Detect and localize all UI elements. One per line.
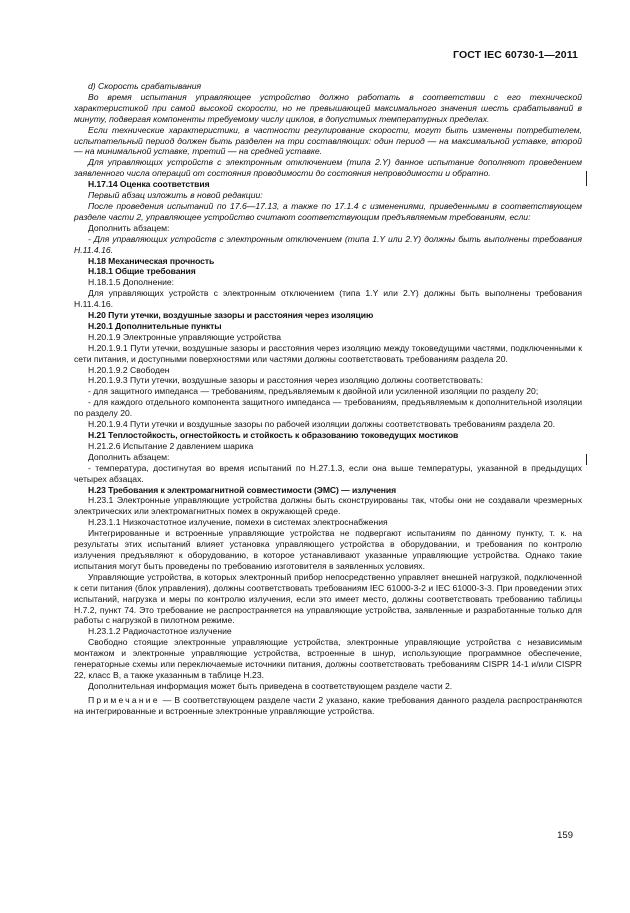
paragraph: Н.23.1.2 Радиочастотное излучение xyxy=(88,626,232,637)
section-heading: Н.23 Требования к электромагнитной совместимости (ЭМС) — излучения xyxy=(88,484,397,495)
section-heading: Н.18.1 Общие требования xyxy=(88,266,196,277)
paragraph: Дополнительная информация может быть приведена в соответствующем разделе части 2. xyxy=(88,680,453,691)
paragraph: После проведения испытаний по 17.6—17.13, а также по 17.1.4 с изменениями, приведенными в соответствующем разделе части 2, управляющее устройство считают соответствующим предъявляемым требованиям, если: xyxy=(74,200,582,222)
paragraph: Н.21.2.6 Испытание 2 давлением шарика xyxy=(88,440,254,451)
section-heading: Н.17.14 Оценка соответствия xyxy=(88,179,210,190)
paragraph: - Для управляющих устройств с электронным отключением (типа 1.Y или 2.Y) должны быть выполнены требования Н.11.4.16. xyxy=(74,233,582,255)
paragraph: Свободно стоящие электронные управляющие устройства, электронные управляющие устройства с независимым монтажом и электронные управляющие устройства, встроенные в шнур, использующие программное обеспечение, генераторные схемы или переключаемые источники питания, должны соответствовать требованиям CISPR 14-1 и/или CISPR 22, класс В, а также указанным в таблице Н.23. xyxy=(74,637,582,680)
paragraph: Первый абзац изложить в новой редакции: xyxy=(88,190,263,201)
paragraph: Управляющие устройства, в которых электронный прибор непосредственно управляет внешней нагрузкой, подключенной к сети питания (блок управления), должны соответствовать требованиям IEC 61000-3-2 и IEC 61000-3-3. При проведении этих испытаний, нагрузка и меры по контролю излучения, если это имеет место, должны соответствовать требованию таблицы Н.7.2, пункт 74. Это требование не распространяется на управляющие устройства, заявленные и разработанные только для работы с нагрузкой в пилотном режиме. xyxy=(74,571,582,626)
section-heading: Н.20.1 Дополнительные пункты xyxy=(88,320,222,331)
paragraph: Дополнить абзацем: xyxy=(88,222,170,233)
paragraph: Н.20.1.9.4 Пути утечки и воздушные зазоры по рабочей изоляции должны соответствовать требованиям раздела 20. xyxy=(88,419,556,430)
note xyxy=(74,695,582,717)
paragraph: Н.23.1.1 Низкочастотное излучение, помехи в системах электроснабжения xyxy=(88,517,388,528)
paragraph: - температура, достигнутая во время испытаний по Н.27.1.3, если она выше температуры, указанной в предыдущих четырех абзацах. xyxy=(74,462,582,484)
paragraph: Н.20.1.9.3 Пути утечки, воздушные зазоры и расстояния через изоляцию должны соответствовать: xyxy=(88,375,484,386)
paragraph: Интегрированные и встроенные управляющие устройства не подвергают испытаниям по данному пункту, т. к. на результаты этих испытаний влияет установка управляющего устройства в оборудовании, и требования по контролю излучения предъявляют к оборудованию, в которое устанавливают указанные управляющие устройства. Однако такие испытания могут быть проведены по требованию изготовителя в заявленных условиях. xyxy=(74,528,582,571)
paragraph: Н.18.1.5 Дополнение: xyxy=(88,277,175,288)
section-heading: Н.18 Механическая прочность xyxy=(88,255,215,266)
paragraph: Н.20.1.9.1 Пути утечки, воздушные зазоры и расстояния через изоляцию между токоведущими частями, подключенными к сети питания, и доступными поверхностями или частями должны соответствовать требованиям раздела 20. xyxy=(74,342,582,364)
paragraph: Н.20.1.9.2 Свободен xyxy=(88,364,170,375)
note-label: Примечание xyxy=(88,694,160,705)
paragraph: Во время испытания управляющее устройство должно работать в соответствии с его технической характеристикой при самой высокой скорости, но не превышающей максимального значения шесть срабатываний в минуту, подвергая компоненты требуемому числу циклов, в допустимых температурных пределах. xyxy=(74,91,582,124)
paragraph: Для управляющих устройств с электронным отключением (типа 2.Y) данное испытание дополняют проведением заявленного числа операций от состояния проводимости до состояния непроводимости и обратно. xyxy=(74,157,582,179)
paragraph: Дополнить абзацем: xyxy=(88,451,170,462)
paragraph: d) Скорость срабатывания xyxy=(88,81,202,91)
paragraph: Если технические характеристики, в частности регулирование скорости, могут быть изменены потребителем, испытательный период должен быть разделен на три составляющих: один период — на максимальной уставке, второй — на минимальной уставке, третий — на средней уставке. xyxy=(74,124,582,157)
change-bar xyxy=(586,454,587,465)
document-header: ГОСТ IEC 60730-1—2011 xyxy=(453,49,578,61)
change-bar xyxy=(586,171,587,186)
paragraph: Для управляющих устройств с электронным отключением (типа 1.Y или 2.Y) должны быть выполнены требования Н.11.4.16. xyxy=(74,288,582,310)
paragraph: Н.23.1 Электронные управляющие устройства должны быть сконструированы так, чтобы они не создавали чрезмерных электрических или электромагнитных помех в окружающей среде. xyxy=(74,495,582,517)
note-text: — В соответствующем разделе части 2 указано, какие требования данного раздела распространяются на интегрированные и встроенные электронные управляющие устройства. xyxy=(74,694,582,716)
page-number: 159 xyxy=(557,830,573,841)
section-heading: Н.21 Теплостойкость, огнестойкость и стойкость к образованию токоведущих мостиков xyxy=(88,430,459,440)
paragraph: - для защитного импеданса — требованиям, предъявляемым к двойной или усиленной изоляции по разделу 20; xyxy=(88,386,539,397)
document-body xyxy=(74,81,582,717)
paragraph: - для каждого отдельного компонента защитного импеданса — требованиям, предъявляемым к дополнительной изоляции по разделу 20. xyxy=(74,397,582,419)
paragraph: Н.20.1.9 Электронные управляющие устройства xyxy=(88,331,282,342)
section-heading: Н.20 Пути утечки, воздушные зазоры и расстояния через изоляцию xyxy=(88,310,374,321)
